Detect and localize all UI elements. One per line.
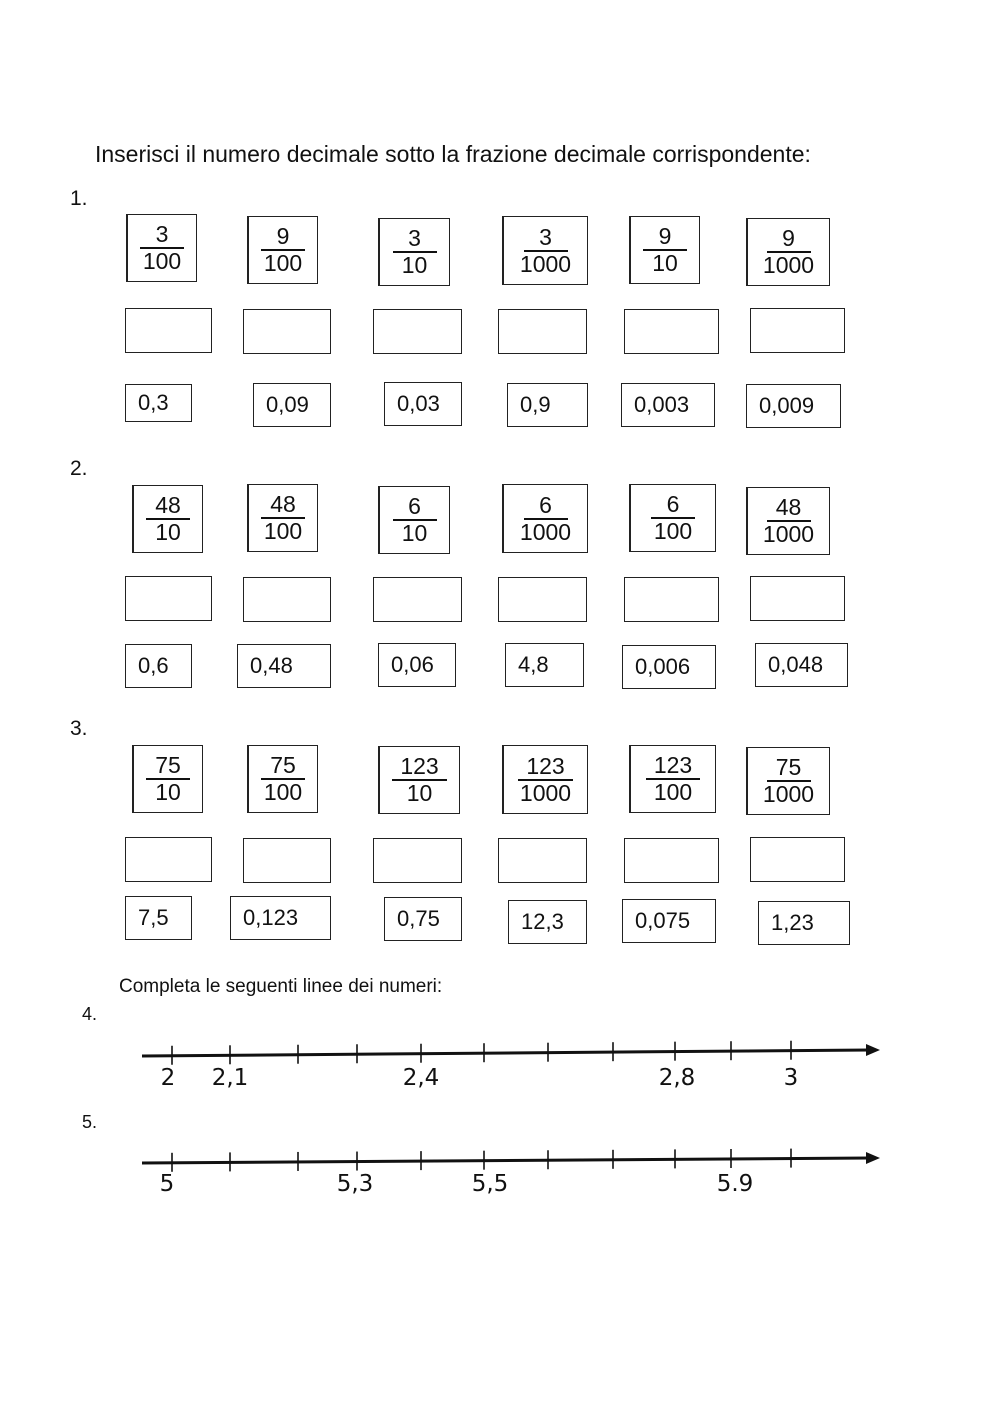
- number-line-label: 2,4: [402, 1065, 440, 1091]
- decimal-value: 0,06: [391, 652, 434, 677]
- decimal-value: 1,23: [771, 910, 814, 935]
- numerator: 6: [524, 493, 568, 520]
- denominator: 1000: [519, 518, 572, 545]
- decimal-value: 0,006: [635, 654, 691, 679]
- denominator: 100: [653, 518, 693, 544]
- numerator: 9: [261, 224, 305, 251]
- number-line-label: 5: [159, 1171, 175, 1197]
- denominator: 10: [652, 250, 678, 276]
- decimal-value: 0,75: [397, 906, 440, 931]
- numerator: 48: [146, 493, 190, 520]
- exercise-number-1: 1.: [70, 187, 88, 210]
- decimal-value: 0,6: [138, 653, 169, 678]
- decimal-value: 4,8: [518, 652, 549, 677]
- decimal-value: 0,123: [243, 905, 299, 930]
- denominator: 10: [401, 252, 428, 278]
- denominator: 100: [263, 250, 303, 276]
- numerator: 123: [518, 754, 572, 781]
- decimal-value: 0,3: [138, 390, 169, 415]
- numerator: 48: [261, 492, 305, 519]
- denominator: 10: [401, 520, 428, 546]
- number-line-4: [142, 1041, 880, 1091]
- decimal-value: 0,075: [635, 908, 691, 933]
- denominator: 1000: [762, 252, 815, 278]
- numerator: 48: [767, 495, 811, 522]
- number-line-label: 2,1: [211, 1065, 249, 1091]
- numerator: 75: [261, 753, 305, 780]
- numerator: 75: [146, 753, 190, 780]
- number-line-label-4: 4.: [82, 1004, 98, 1024]
- denominator: 1000: [519, 250, 572, 277]
- denominator: 100: [263, 779, 303, 805]
- denominator: 100: [653, 779, 693, 805]
- numerator: 9: [643, 224, 687, 251]
- decimal-value: 0,09: [266, 392, 309, 417]
- decimal-value: 0,9: [520, 392, 551, 417]
- number-line-axis: [142, 1050, 870, 1056]
- number-line-label-5: 5.: [82, 1112, 98, 1132]
- decimal-value: 0,03: [397, 391, 440, 416]
- decimal-value: 12,3: [521, 909, 564, 934]
- decimal-value: 0,48: [250, 653, 293, 678]
- number-lines-instruction: Completa le seguenti linee dei numeri:: [119, 976, 443, 997]
- denominator: 100: [142, 248, 182, 274]
- denominator: 10: [155, 779, 181, 805]
- denominator: 1000: [762, 521, 815, 547]
- denominator: 1000: [762, 781, 815, 807]
- numerator: 6: [393, 494, 437, 521]
- numerator: 123: [646, 753, 700, 780]
- number-line-label: 2,8: [658, 1065, 696, 1091]
- number-line-label: 5.9: [716, 1171, 754, 1197]
- number-line-label: 5,5: [471, 1171, 509, 1197]
- denominator: 100: [263, 518, 303, 544]
- number-line-label: 5,3: [336, 1171, 374, 1197]
- exercise-number-2: 2.: [70, 457, 88, 480]
- number-line-label: 2: [160, 1065, 176, 1091]
- numerator: 75: [767, 755, 811, 782]
- numerator: 6: [651, 492, 695, 519]
- decimal-value: 0,009: [759, 393, 815, 418]
- denominator: 1000: [519, 779, 572, 806]
- instruction-title: Inserisci il numero decimale sotto la frazione decimale corrispondente:: [95, 141, 811, 167]
- decimal-value: 0,003: [634, 392, 690, 417]
- numerator: 3: [393, 226, 437, 253]
- number-line-label: 3: [783, 1065, 799, 1091]
- decimal-value: 0,048: [768, 652, 824, 677]
- numerator: 123: [392, 754, 446, 781]
- numerator: 3: [140, 222, 184, 249]
- arrow-head-icon: [866, 1044, 880, 1056]
- denominator: 10: [406, 780, 433, 806]
- denominator: 10: [155, 519, 181, 545]
- number-line-axis: [142, 1158, 870, 1163]
- numerator: 3: [524, 225, 568, 252]
- arrow-head-icon: [866, 1152, 880, 1164]
- exercise-number-3: 3.: [70, 717, 88, 740]
- number-line-5: [142, 1149, 880, 1197]
- numerator: 9: [767, 226, 811, 253]
- decimal-value: 7,5: [138, 905, 169, 930]
